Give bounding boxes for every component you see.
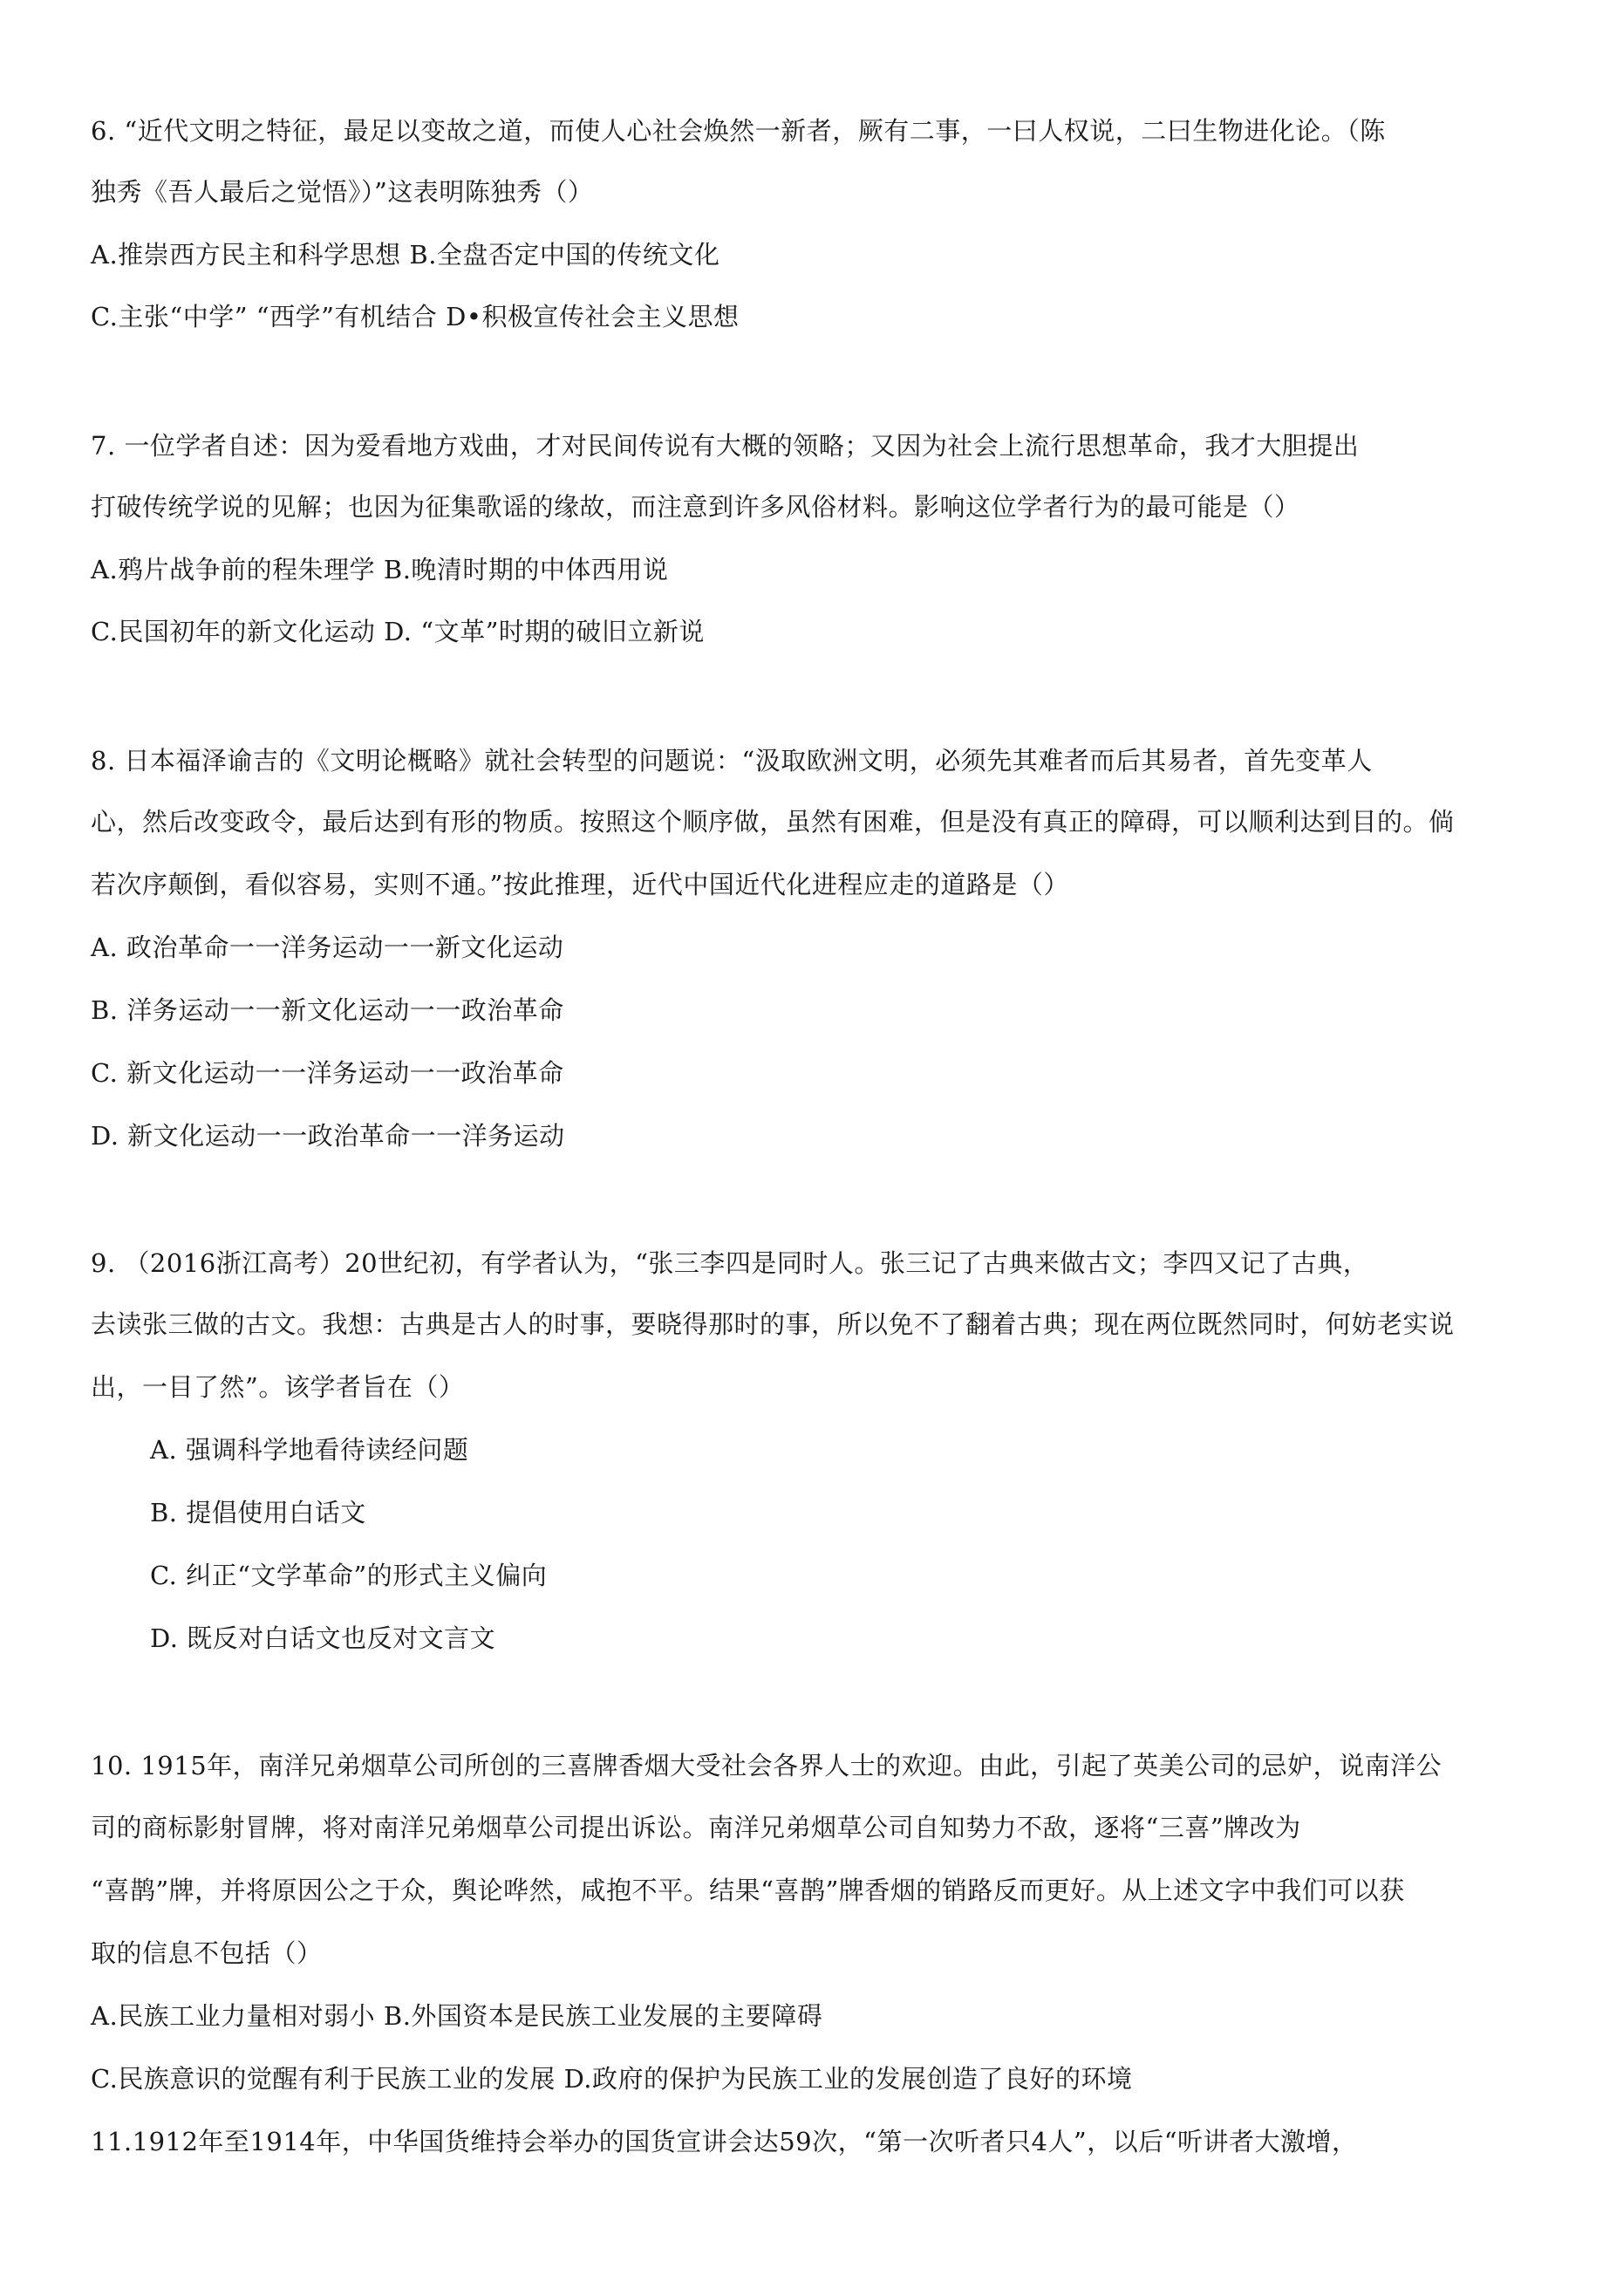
- question-6-stem-line-2: 独秀《吾人最后之觉悟》）”这表明陈独秀（）: [91, 177, 594, 207]
- question-10-options-ab: A.民族工业力量相对弱小 B.外国资本是民族工业发展的主要障碍: [91, 2001, 823, 2031]
- question-7-stem-line-2: 打破传统学说的见解；也因为征集歌谣的缘故，而注意到许多风俗材料。影响这位学者行为的最可能是（）: [91, 492, 1300, 522]
- question-8-option-c: C. 新文化运动一一洋务运动一一政治革命: [91, 1058, 564, 1088]
- question-10-stem-line-4: 取的信息不包括（）: [91, 1938, 323, 1968]
- question-11-stem-line-1: 11.1912年至1914年，中华国货维持会举办的国货宣讲会达59次，“第一次听者只4人”，以后“听讲者大激增，: [91, 2127, 1358, 2156]
- question-9-option-b: B. 提倡使用白话文: [150, 1498, 366, 1527]
- question-9-option-c: C. 纠正“文学革命”的形式主义偏向: [150, 1561, 548, 1590]
- question-8-stem-line-1: 8. 日本福泽谕吉的《文明论概略》就社会转型的问题说：“汲取欧洲文明，必须先其难者而后其易者，首先变革人: [91, 746, 1373, 776]
- question-7-stem-line-1: 7. 一位学者自述：因为爱看地方戏曲，才对民间传说有大概的领略；又因为社会上流行思想革命，我才大胆提出: [91, 431, 1360, 461]
- question-7-options-ab: A.鸦片战争前的程朱理学 B.晚清时期的中体西用说: [91, 555, 669, 584]
- question-9-option-a: A. 强调科学地看待读经问题: [150, 1435, 469, 1465]
- question-10-stem-line-3: “喜鹊”牌，并将原因公之于众，舆论哗然，咸抱不平。结果“喜鹊”牌香烟的销路反而更好。从上述文字中我们可以获: [91, 1876, 1405, 1905]
- question-9-option-d: D. 既反对白话文也反对文言文: [150, 1623, 496, 1653]
- question-8-option-b: B. 洋务运动一一新文化运动一一政治革命: [91, 995, 564, 1025]
- question-6-stem-line-1: 6. “近代文明之特征，最足以变故之道，而使人心社会焕然一新者，厥有二事，一曰人权说，二曰生物进化论。（陈: [91, 116, 1386, 146]
- question-8-stem-line-2: 心，然后改变政令，最后达到有形的物质。按照这个顺序做，虽然有困难，但是没有真正的障碍，可以顺利达到目的。倘: [91, 807, 1455, 837]
- question-10-stem-line-2: 司的商标影射冒牌，将对南洋兄弟烟草公司提出诉讼。南洋兄弟烟草公司自知势力不敌，逐将“三喜”牌改为: [91, 1813, 1301, 1842]
- question-8-option-d: D. 新文化运动一一政治革命一一洋务运动: [91, 1121, 565, 1151]
- question-6-options-ab: A.推崇西方民主和科学思想 B.全盘否定中国的传统文化: [91, 240, 720, 270]
- question-8-stem-line-3: 若次序颠倒，看似容易，实则不通。”按此推理，近代中国近代化进程应走的道路是（）: [91, 870, 1069, 899]
- question-10-options-cd: C.民族意识的觉醒有利于民族工业的发展 D.政府的保护为民族工业的发展创造了良好的环境: [91, 2064, 1133, 2094]
- question-7-options-cd: C.民国初年的新文化运动 D. “文革”时期的破旧立新说: [91, 617, 705, 646]
- question-9-stem-line-2: 去读张三做的古文。我想：古典是古人的时事，要晓得那时的事，所以免不了翻着古典；现在两位既然同时，何妨老实说: [91, 1309, 1455, 1339]
- question-9-stem-line-1: 9. （2016浙江高考）20世纪初，有学者认为，“张三李四是同时人。张三记了古典来做古文；李四又记了古典，: [91, 1248, 1369, 1278]
- question-10-stem-line-1: 10. 1915年，南洋兄弟烟草公司所创的三喜牌香烟大受社会各界人士的欢迎。由此，引起了英美公司的忌妒，说南洋公: [91, 1751, 1442, 1780]
- question-8-option-a: A. 政治革命一一洋务运动一一新文化运动: [91, 933, 564, 962]
- question-9-stem-line-3: 出，一目了然”。该学者旨在（）: [91, 1372, 465, 1402]
- question-6-options-cd: C.主张“中学” “西学”有机结合 D•积极宣传社会主义思想: [91, 302, 740, 331]
